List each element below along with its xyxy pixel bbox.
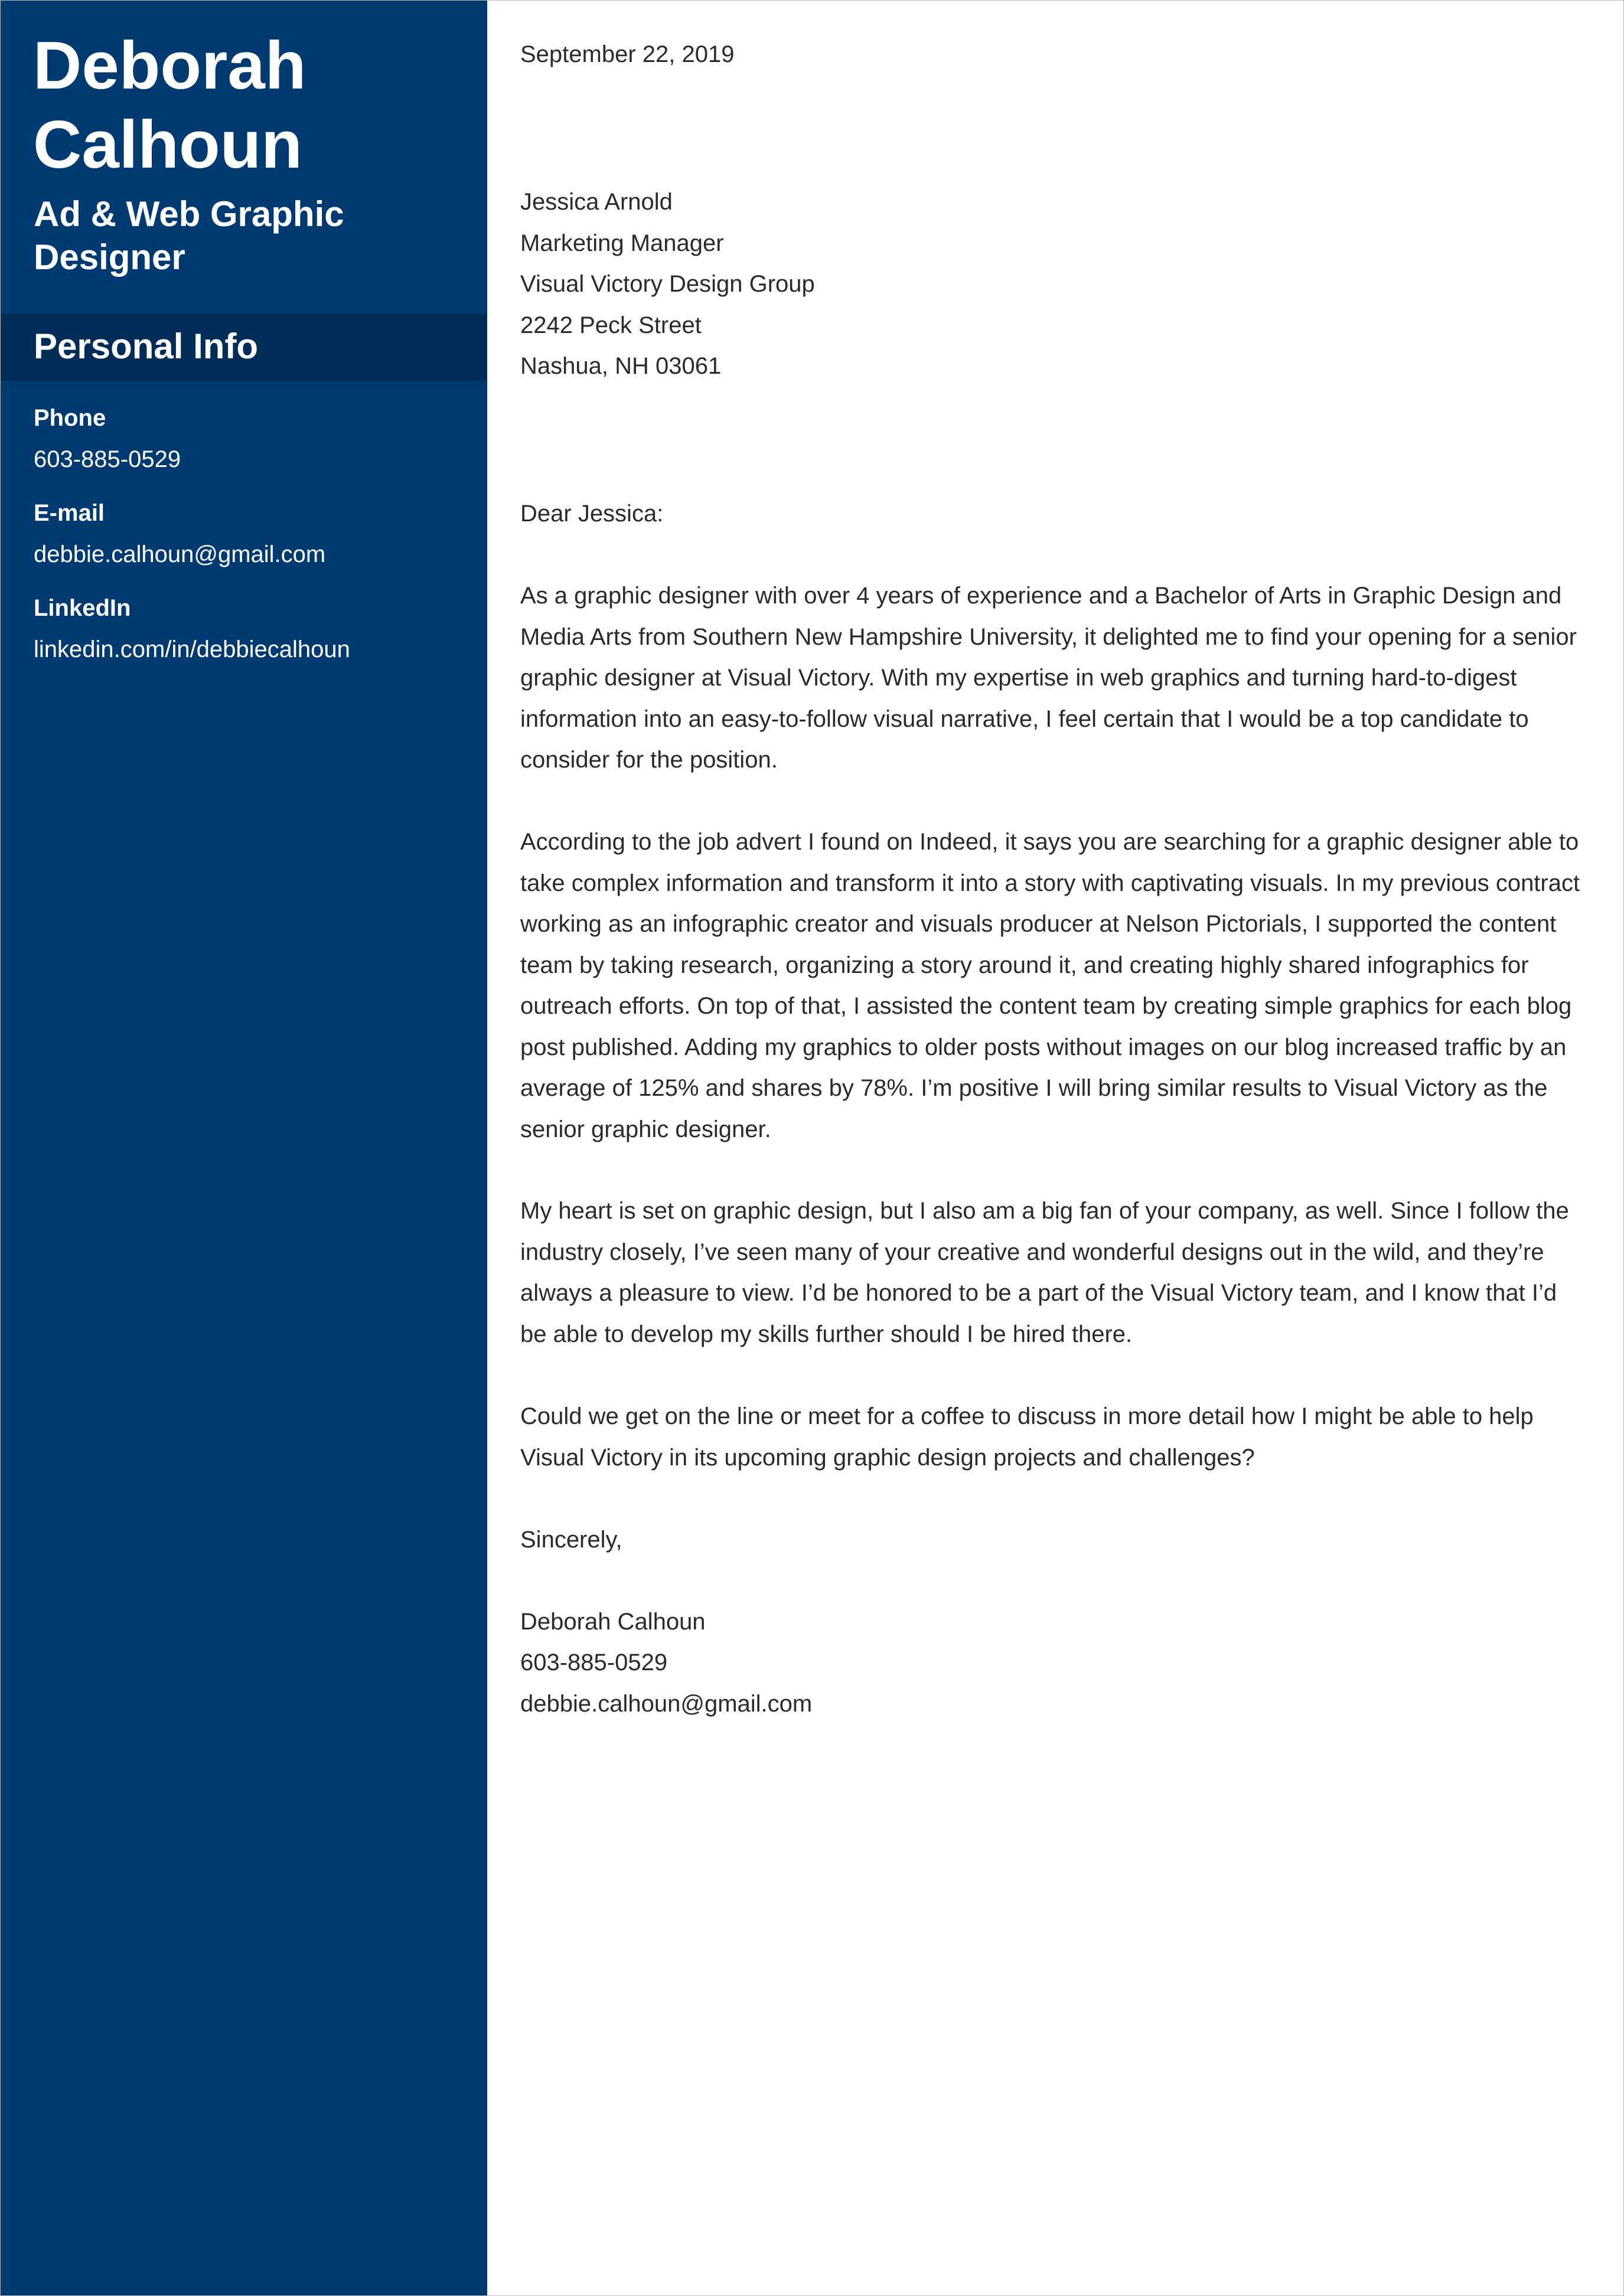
linkedin-value[interactable]: linkedin.com/in/debbiecalhoun — [34, 636, 350, 662]
recipient-street: 2242 Peck Street — [520, 312, 702, 338]
letter-date: September 22, 2019 — [520, 41, 735, 67]
sidebar — [1, 1, 487, 2295]
applicant-title: Ad & Web Graphic Designer — [34, 194, 344, 277]
signature-phone: 603-885-0529 — [520, 1650, 668, 1676]
paragraph-intro: As a graphic designer with over 4 years of experience and a Bachelor of Arts in Graphic Design and Media Arts from Southern New Hampshire University, it delighted me to find your opening for a senior graphic designer at Visual Victory. With my expertise in web graphics and turning hard-to-digest information into an easy-to-follow visual narrative, I feel certain that I would be a top candidate to consider for the position. — [520, 583, 1577, 773]
recipient-company: Visual Victory Design Group — [520, 271, 815, 297]
paragraph-experience: According to the job advert I found on Indeed, it says you are searching for a graphic designer able to take complex information and transform it into a story with captivating visuals. In my previous contract working as an infographic creator and visuals producer at Nelson Pictorials, I supported the content team by taking research, organizing a story around it, and creating highly shared infographics for outreach efforts. On top of that, I assisted the content team by creating simple graphics for each blog post published. Adding my graphics to older posts without images on our blog increased traffic by an average of 125% and shares by 78%. I’m positive I will bring similar results to Visual Victory as the senior graphic designer. — [520, 829, 1580, 1142]
recipient-city: Nashua, NH 03061 — [520, 353, 722, 379]
phone-value: 603-885-0529 — [34, 446, 181, 472]
recipient-name: Jessica Arnold — [520, 189, 673, 215]
linkedin-label: LinkedIn — [34, 595, 131, 621]
signature-name: Deborah Calhoun — [520, 1609, 706, 1635]
personal-info-heading: Personal Info — [34, 326, 259, 366]
email-label: E-mail — [34, 500, 105, 526]
applicant-name: Deborah Calhoun — [33, 28, 306, 182]
greeting: Dear Jessica: — [520, 501, 664, 527]
signature-email: debbie.calhoun@gmail.com — [520, 1691, 813, 1717]
paragraph-motivation: My heart is set on graphic design, but I also am a big fan of your company, as well. Since I follow the industry closely, I’ve seen many of your creative and wonderful designs out in the wild, and they’re always a pleasure to view. I’d be honored to be a part of the Visual Victory team, and I know that I’d be able to develop my skills further should I be hired there. — [520, 1198, 1569, 1347]
paragraph-call-to-action: Could we get on the line or meet for a coffee to discuss in more detail how I might be able to help Visual Victory in its upcoming graphic design projects and challenges? — [520, 1403, 1534, 1471]
email-value[interactable]: debbie.calhoun@gmail.com — [34, 541, 326, 567]
recipient-position: Marketing Manager — [520, 230, 724, 256]
phone-label: Phone — [34, 405, 106, 431]
closing: Sincerely, — [520, 1527, 622, 1553]
